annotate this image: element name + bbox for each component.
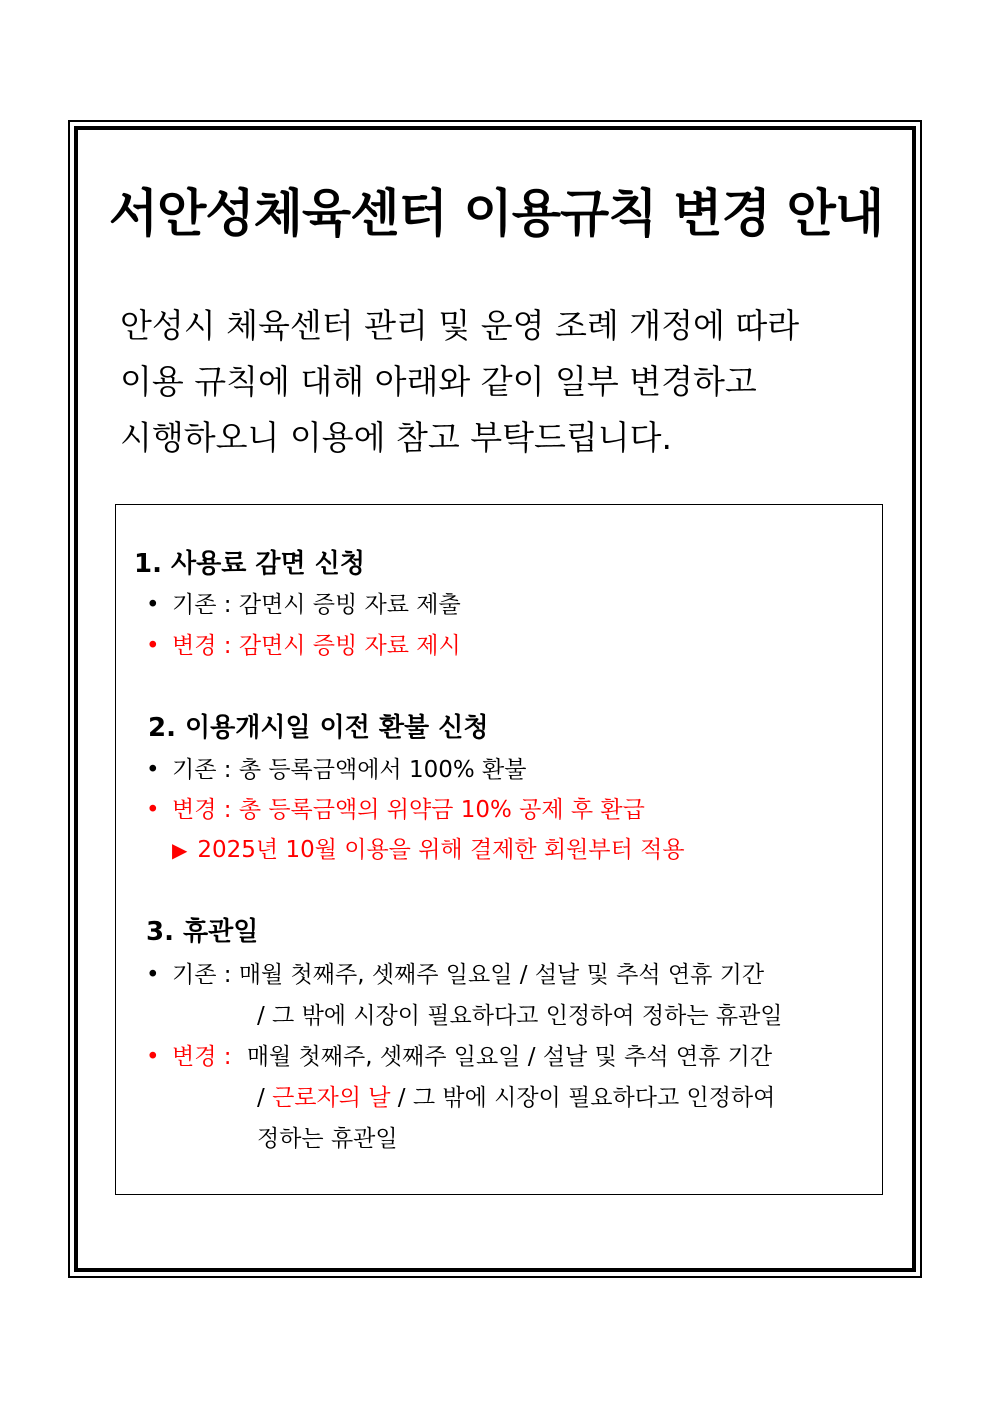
existing-label: 기존 :	[172, 757, 239, 783]
changed-label: 변경 :	[172, 633, 239, 659]
section-1-existing	[146, 587, 461, 623]
section-2-changed	[146, 792, 645, 828]
section-3-heading: 3. 휴관일	[146, 917, 259, 947]
bullet: •	[146, 1044, 160, 1070]
section-2-heading: 2. 이용개시일 이전 환불 신청	[148, 713, 489, 743]
changed-line-2-prefix: /	[257, 1085, 273, 1111]
section-3-existing	[146, 957, 764, 993]
section-3-existing-line-2: / 그 밖에 시장이 필요하다고 인정하여 정하는 휴관일	[257, 1003, 783, 1029]
bullet: •	[146, 757, 160, 783]
section-3-changed-line-3: 정하는 휴관일	[257, 1126, 398, 1152]
bullet: •	[146, 797, 160, 823]
section-2-existing	[146, 752, 526, 788]
changed-text: 감면시 증빙 자료 제시	[238, 633, 461, 659]
changed-label: 변경 :	[172, 1044, 239, 1070]
bullet: •	[146, 962, 160, 988]
changed-line-1: 매월 첫째주, 셋째주 일요일 / 설날 및 추석 연휴 기간	[246, 1044, 773, 1070]
section-1-changed	[146, 628, 461, 664]
intro-line: 이용 규칙에 대해 아래와 같이 일부 변경하고	[120, 362, 757, 401]
bullet: •	[146, 592, 160, 618]
page-title: 서안성체육센터 이용규칙 변경 안내	[108, 185, 884, 244]
existing-label: 기존 :	[172, 592, 239, 618]
existing-label: 기존 :	[172, 962, 239, 988]
existing-text: 총 등록금액에서 100% 환불	[238, 757, 527, 783]
changed-line-2-suffix: / 그 밖에 시장이 필요하다고 인정하여	[390, 1085, 776, 1111]
section-3-changed	[146, 1039, 772, 1075]
intro-line: 시행하오니 이용에 참고 부탁드립니다.	[120, 418, 673, 457]
existing-line-1: 매월 첫째주, 셋째주 일요일 / 설날 및 추석 연휴 기간	[238, 962, 765, 988]
section-1-heading: 1. 사용료 감면 신청	[134, 549, 365, 579]
section-3-changed-line-2	[257, 1080, 775, 1116]
existing-text: 감면시 증빙 자료 제출	[238, 592, 461, 618]
changed-label: 변경 :	[172, 797, 239, 823]
highlight-text: 근로자의 날	[272, 1085, 391, 1111]
intro-paragraph	[120, 298, 880, 466]
bullet: •	[146, 633, 160, 659]
intro-line: 안성시 체육센터 관리 및 운영 조례 개정에 따라	[120, 306, 800, 345]
section-2-note	[172, 832, 685, 868]
arrow-right-icon: ▶	[172, 838, 188, 862]
note-text: 2025년 10월 이용을 위해 결제한 회원부터 적용	[197, 837, 685, 863]
changed-text: 총 등록금액의 위약금 10% 공제 후 환급	[238, 797, 645, 823]
